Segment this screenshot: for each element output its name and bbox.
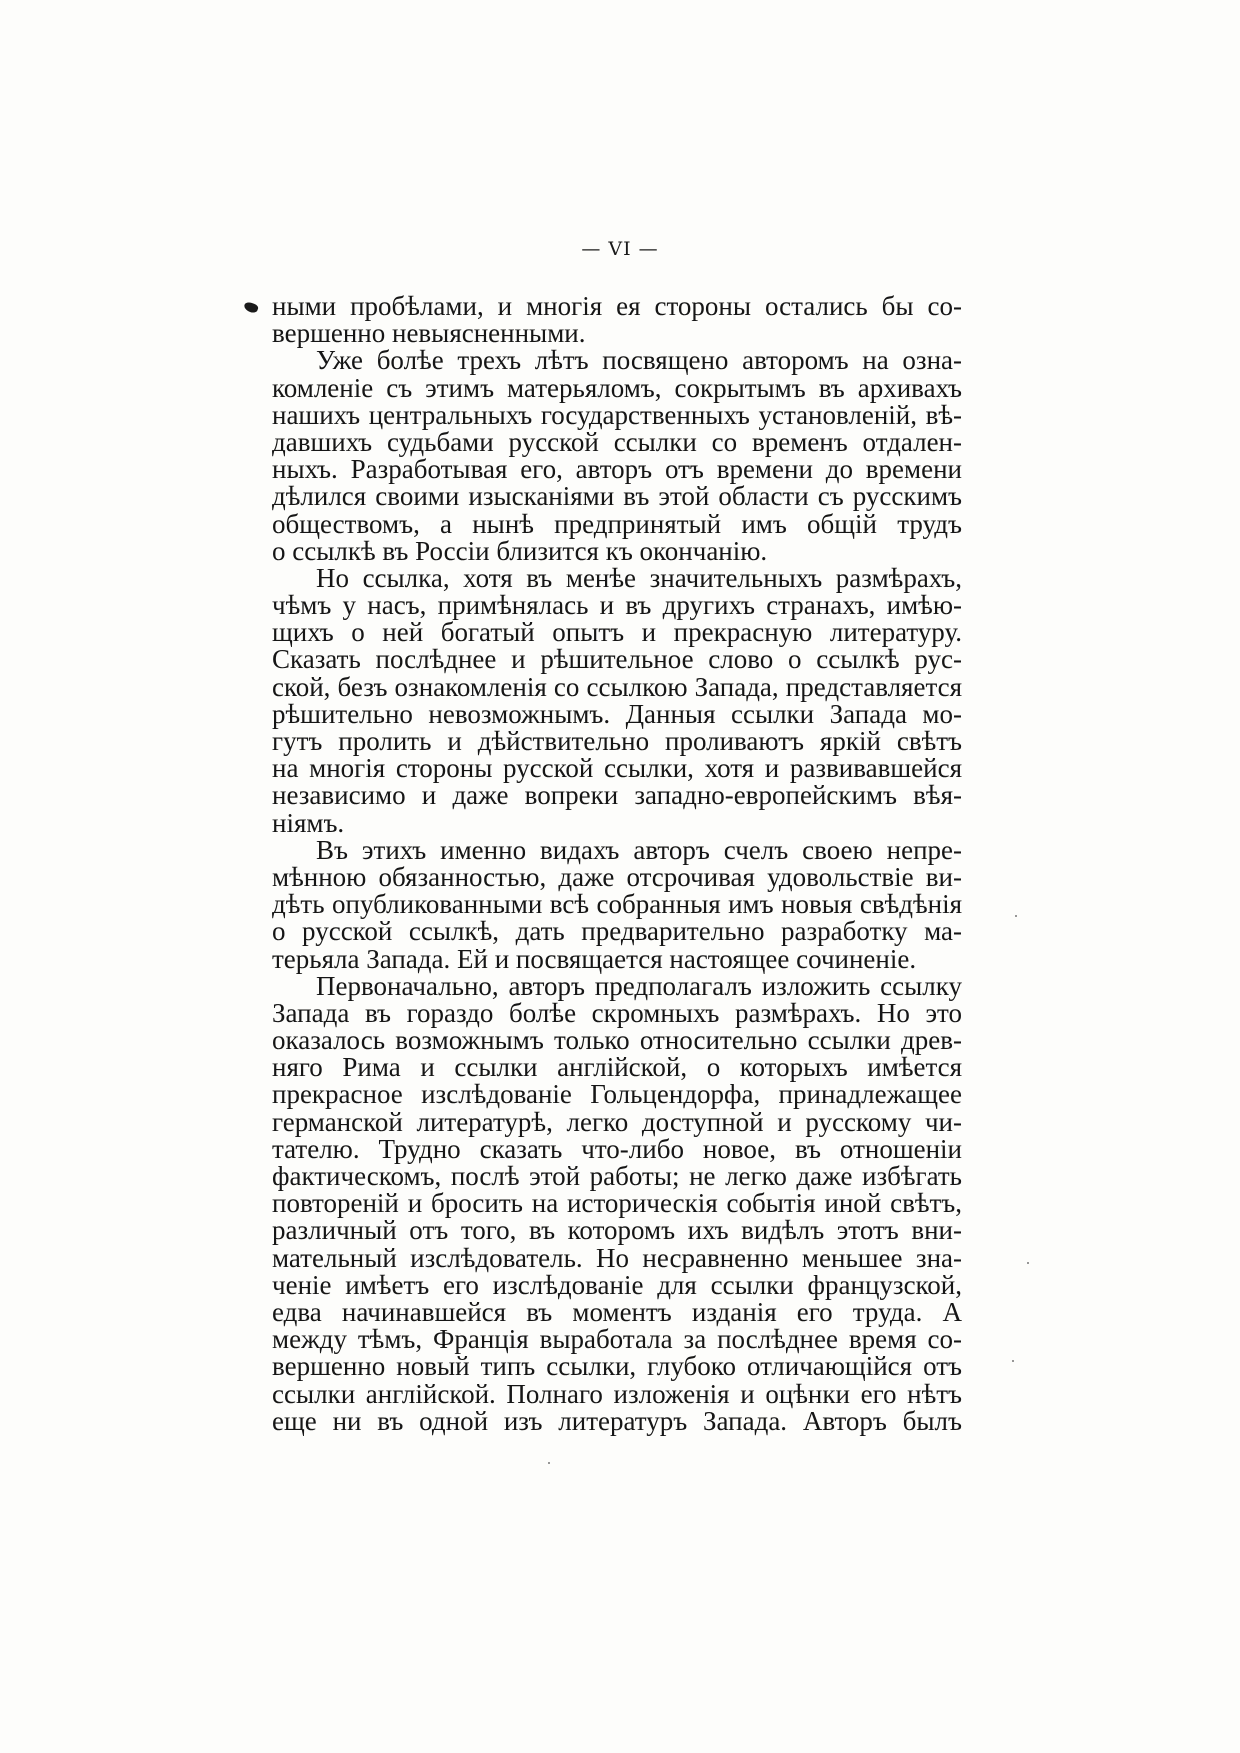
text-line: чѣмъ у насъ, примѣнялась и въ другихъ странахъ, имѣю- — [272, 590, 962, 621]
margin-ink-mark — [243, 301, 259, 314]
text-line: давшихъ судьбами русской ссылки со временъ отдален- — [272, 426, 962, 457]
text-line: независимо и даже вопреки западно-европейскимъ вѣя- — [272, 780, 962, 811]
text-line: повтореній и бросить на историческія событія иной свѣтъ, — [272, 1188, 962, 1219]
text-line: нашихъ центральныхъ государственныхъ установленій, вѣ- — [272, 399, 962, 430]
text-line: едва начинавшейся въ моментъ изданія его труда. А — [272, 1296, 962, 1327]
text-line: различный отъ того, въ которомъ ихъ видѣлъ этотъ вни- — [272, 1215, 962, 1246]
text-line: няго Рима и ссылки англійской, о которыхъ имѣется — [272, 1052, 962, 1083]
text-line: Первоначально, авторъ предполагалъ изложить ссылку — [316, 970, 962, 1001]
text-line: оказалось возможнымъ только относительно ссылки древ- — [272, 1025, 962, 1056]
text-line: ской, безъ ознакомленія со ссылкою Запада, представляется — [272, 671, 962, 702]
text-line: терьяла Запада. Ей и посвящается настоящее сочиненіе. — [272, 943, 917, 974]
paper-speck — [548, 1462, 550, 1464]
text-line: ченіе имѣетъ его изслѣдованіе для ссылки французской, — [272, 1269, 962, 1300]
text-line: фактическомъ, послѣ этой работы; не легко даже избѣгать — [272, 1161, 962, 1191]
paper-speck — [1027, 1262, 1029, 1264]
page-number: — VI — — [581, 238, 659, 260]
text-line: обществомъ, а нынѣ предпринятый имъ общій трудъ — [272, 508, 962, 539]
text-line: на многія стороны русской ссылки, хотя и развивавшейся — [272, 753, 962, 784]
text-line: рѣшительно невозможнымъ. Данныя ссылки Запада мо- — [272, 698, 962, 729]
text-line: вершенно новый типъ ссылки, глубоко отличающійся отъ — [272, 1351, 962, 1382]
text-line: ніямъ. — [272, 807, 345, 838]
text-line: ными пробѣлами, и многія ея стороны остались бы со- — [272, 291, 962, 321]
text-line: вершенно невыясненными. — [272, 318, 586, 349]
text-line: гутъ пролить и дѣйствительно проливаютъ яркій свѣтъ — [272, 726, 962, 756]
text-line: мательный изслѣдователь. Но несравненно меньшее зна- — [272, 1242, 962, 1273]
text-line: Въ этихъ именно видахъ авторъ счелъ своею непре- — [316, 834, 962, 865]
text-line: Сказать послѣднее и рѣшительное слово о ссылкѣ рус- — [272, 644, 962, 675]
text-line: мѣнною обязанностью, даже отсрочивая удовольствіе ви- — [272, 861, 962, 892]
paper-speck — [1015, 915, 1017, 917]
text-line: щихъ о ней богатый опытъ и прекрасную литературу. — [272, 617, 962, 648]
text-line: ссылки англійской. Полнаго изложенія и оцѣнки его нѣтъ — [272, 1378, 962, 1409]
text-line: Но ссылка, хотя въ менѣе значительныхъ размѣрахъ, — [316, 562, 962, 593]
text-line: германской литературѣ, легко доступной и русскому чи- — [272, 1106, 962, 1137]
text-line: дѣть опубликованными всѣ собранныя имъ новыя свѣдѣнія — [272, 889, 962, 920]
text-line: между тѣмъ, Франція выработала за послѣднее время со- — [272, 1324, 962, 1355]
text-line: Запада въ гораздо болѣе скромныхъ размѣрахъ. Но это — [272, 997, 962, 1028]
text-line: о русской ссылкѣ, дать предварительно разработку ма- — [272, 916, 962, 947]
text-line: дѣлился своими изысканіями въ этой области съ русскимъ — [272, 481, 962, 512]
text-line: комленіе съ этимъ матерьяломъ, сокрытымъ въ архивахъ — [272, 372, 962, 403]
text-line: о ссылкѣ въ Россіи близится къ окончанію. — [272, 535, 768, 566]
paper-speck — [1012, 1360, 1014, 1362]
text-line: прекрасное изслѣдованіе Гольцендорфа, принадлежащее — [272, 1079, 962, 1110]
text-line: ныхъ. Разработывая его, авторъ отъ времени до времени — [272, 454, 962, 485]
text-line: тателю. Трудно сказать что-либо новое, въ отношеніи — [272, 1133, 962, 1164]
body-text — [272, 293, 962, 1435]
text-line: Уже болѣе трехъ лѣтъ посвящено авторомъ на озна- — [316, 345, 962, 376]
text-line: еще ни въ одной изъ литературъ Запада. Авторъ былъ — [272, 1405, 962, 1436]
